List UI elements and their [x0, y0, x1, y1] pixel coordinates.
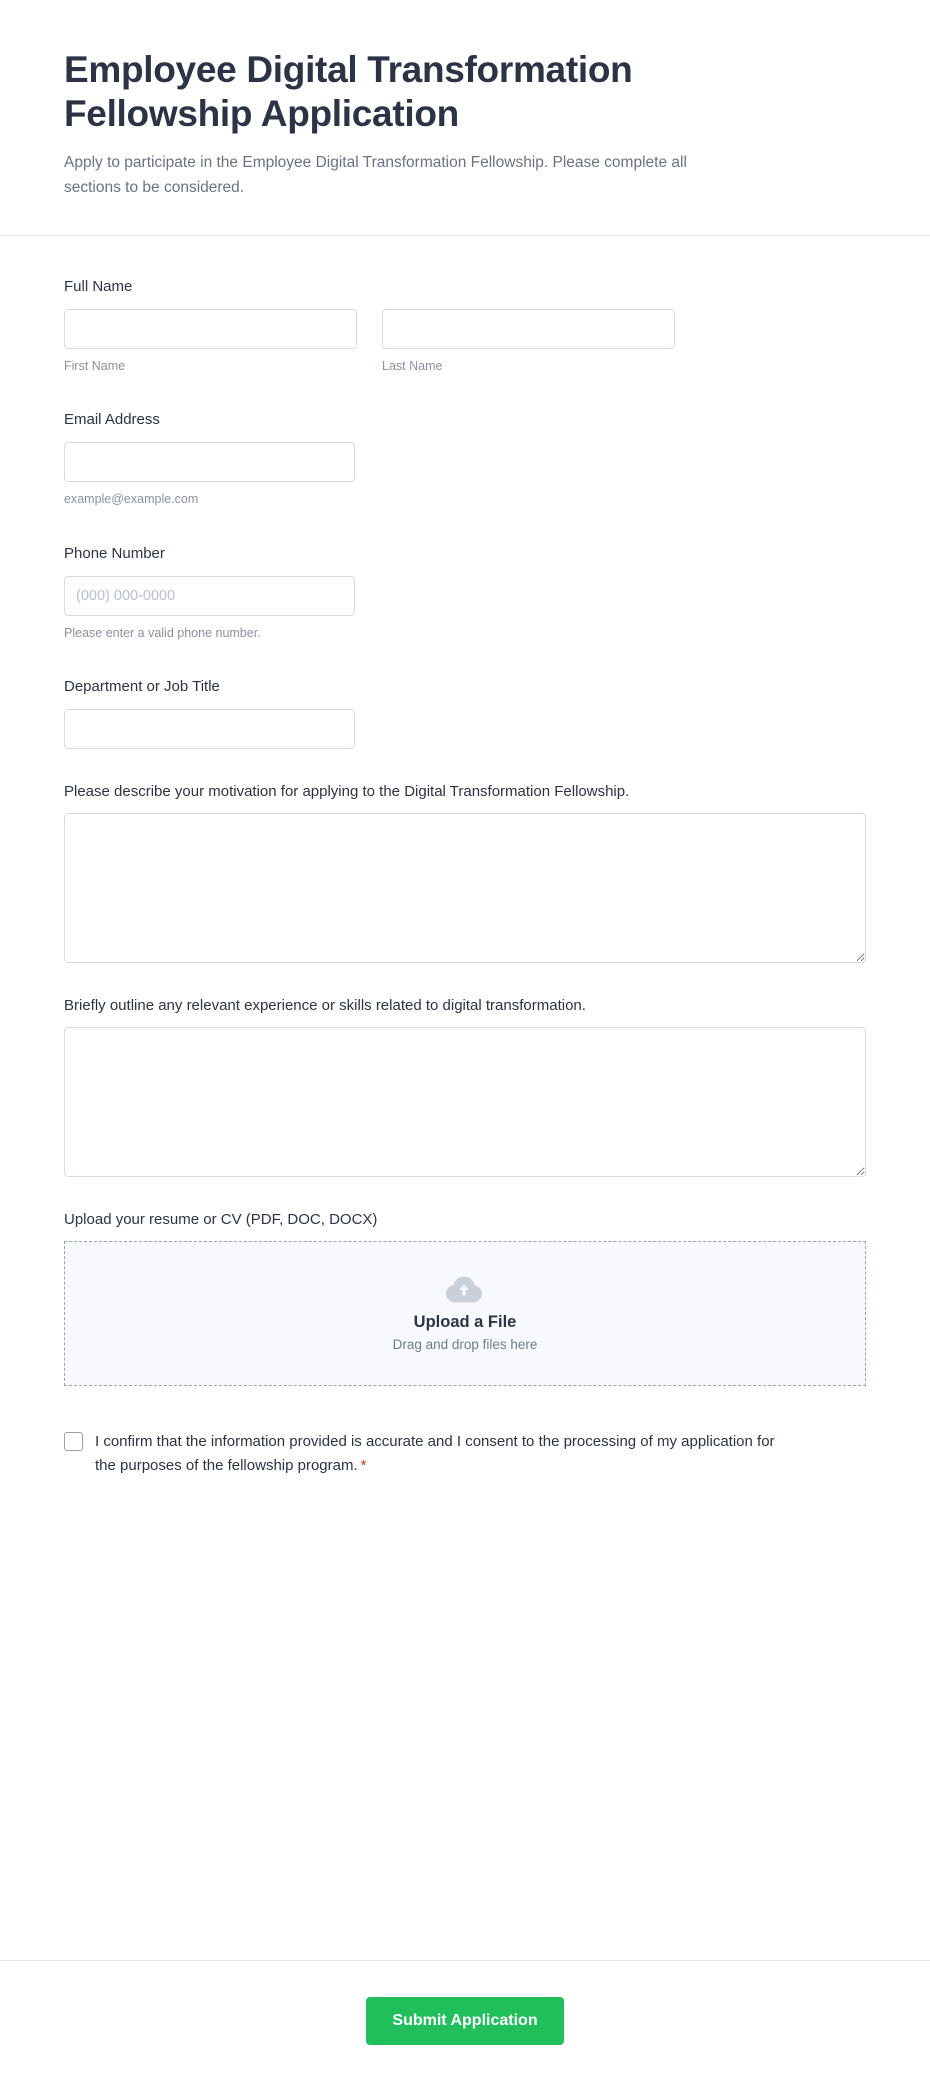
email-label: Email Address	[64, 411, 160, 429]
experience-textarea[interactable]	[64, 1027, 866, 1177]
form-body	[0, 236, 930, 1960]
consent-text: I confirm that the information provided is accurate and I consent to the processing of my application for the purposes of the fellowship program.	[95, 1433, 775, 1474]
department-label: Department or Job Title	[64, 678, 220, 696]
first-name-input[interactable]	[64, 309, 357, 349]
upload-label: Upload your resume or CV (PDF, DOC, DOCX)	[64, 1211, 378, 1229]
cloud-upload-icon	[445, 1275, 485, 1305]
upload-button-title[interactable]: Upload a File	[413, 1313, 517, 1332]
motivation-label: Please describe your motivation for applying to the Digital Transformation Fellowship.	[64, 783, 630, 801]
email-sublabel: example@example.com	[64, 492, 199, 507]
field-department	[64, 676, 866, 749]
phone-label: Phone Number	[64, 544, 165, 562]
last-name-group	[382, 309, 675, 376]
department-group	[64, 709, 355, 749]
motivation-textarea[interactable]	[64, 813, 866, 963]
page-title: Employee Digital Transformation Fellowship Application	[64, 49, 633, 134]
full-name-row	[64, 309, 866, 376]
required-indicator: *	[360, 1456, 367, 1474]
form-footer	[0, 1960, 930, 2093]
experience-label: Briefly outline any relevant experience or skills related to digital transformation.	[64, 997, 586, 1015]
email-group	[64, 442, 355, 509]
field-upload	[64, 1211, 866, 1386]
first-name-sublabel: First Name	[64, 358, 126, 373]
first-name-group	[64, 309, 357, 376]
phone-input[interactable]	[64, 576, 355, 616]
department-input[interactable]	[64, 709, 355, 749]
field-motivation	[64, 783, 866, 963]
email-input[interactable]	[64, 442, 355, 482]
last-name-input[interactable]	[382, 309, 675, 349]
upload-hint: Drag and drop files here	[392, 1337, 538, 1353]
last-name-sublabel: Last Name	[382, 358, 443, 373]
consent-checkbox[interactable]	[64, 1432, 83, 1451]
field-email	[64, 409, 866, 509]
full-name-label: Full Name	[64, 277, 133, 295]
consent-text-wrapper	[95, 1430, 795, 1477]
page-subtitle: Apply to participate in the Employee Digital Transformation Fellowship. Please complete all sections to be considered.	[64, 154, 687, 197]
field-full-name	[64, 276, 866, 376]
field-phone	[64, 543, 866, 643]
field-experience	[64, 997, 866, 1177]
phone-group	[64, 576, 355, 643]
form-header	[0, 0, 930, 236]
file-upload-dropzone[interactable]	[64, 1241, 866, 1386]
phone-sublabel: Please enter a valid phone number.	[64, 625, 261, 640]
consent-row[interactable]	[64, 1430, 866, 1477]
submit-application-button[interactable]: Submit Application	[366, 1997, 563, 2045]
